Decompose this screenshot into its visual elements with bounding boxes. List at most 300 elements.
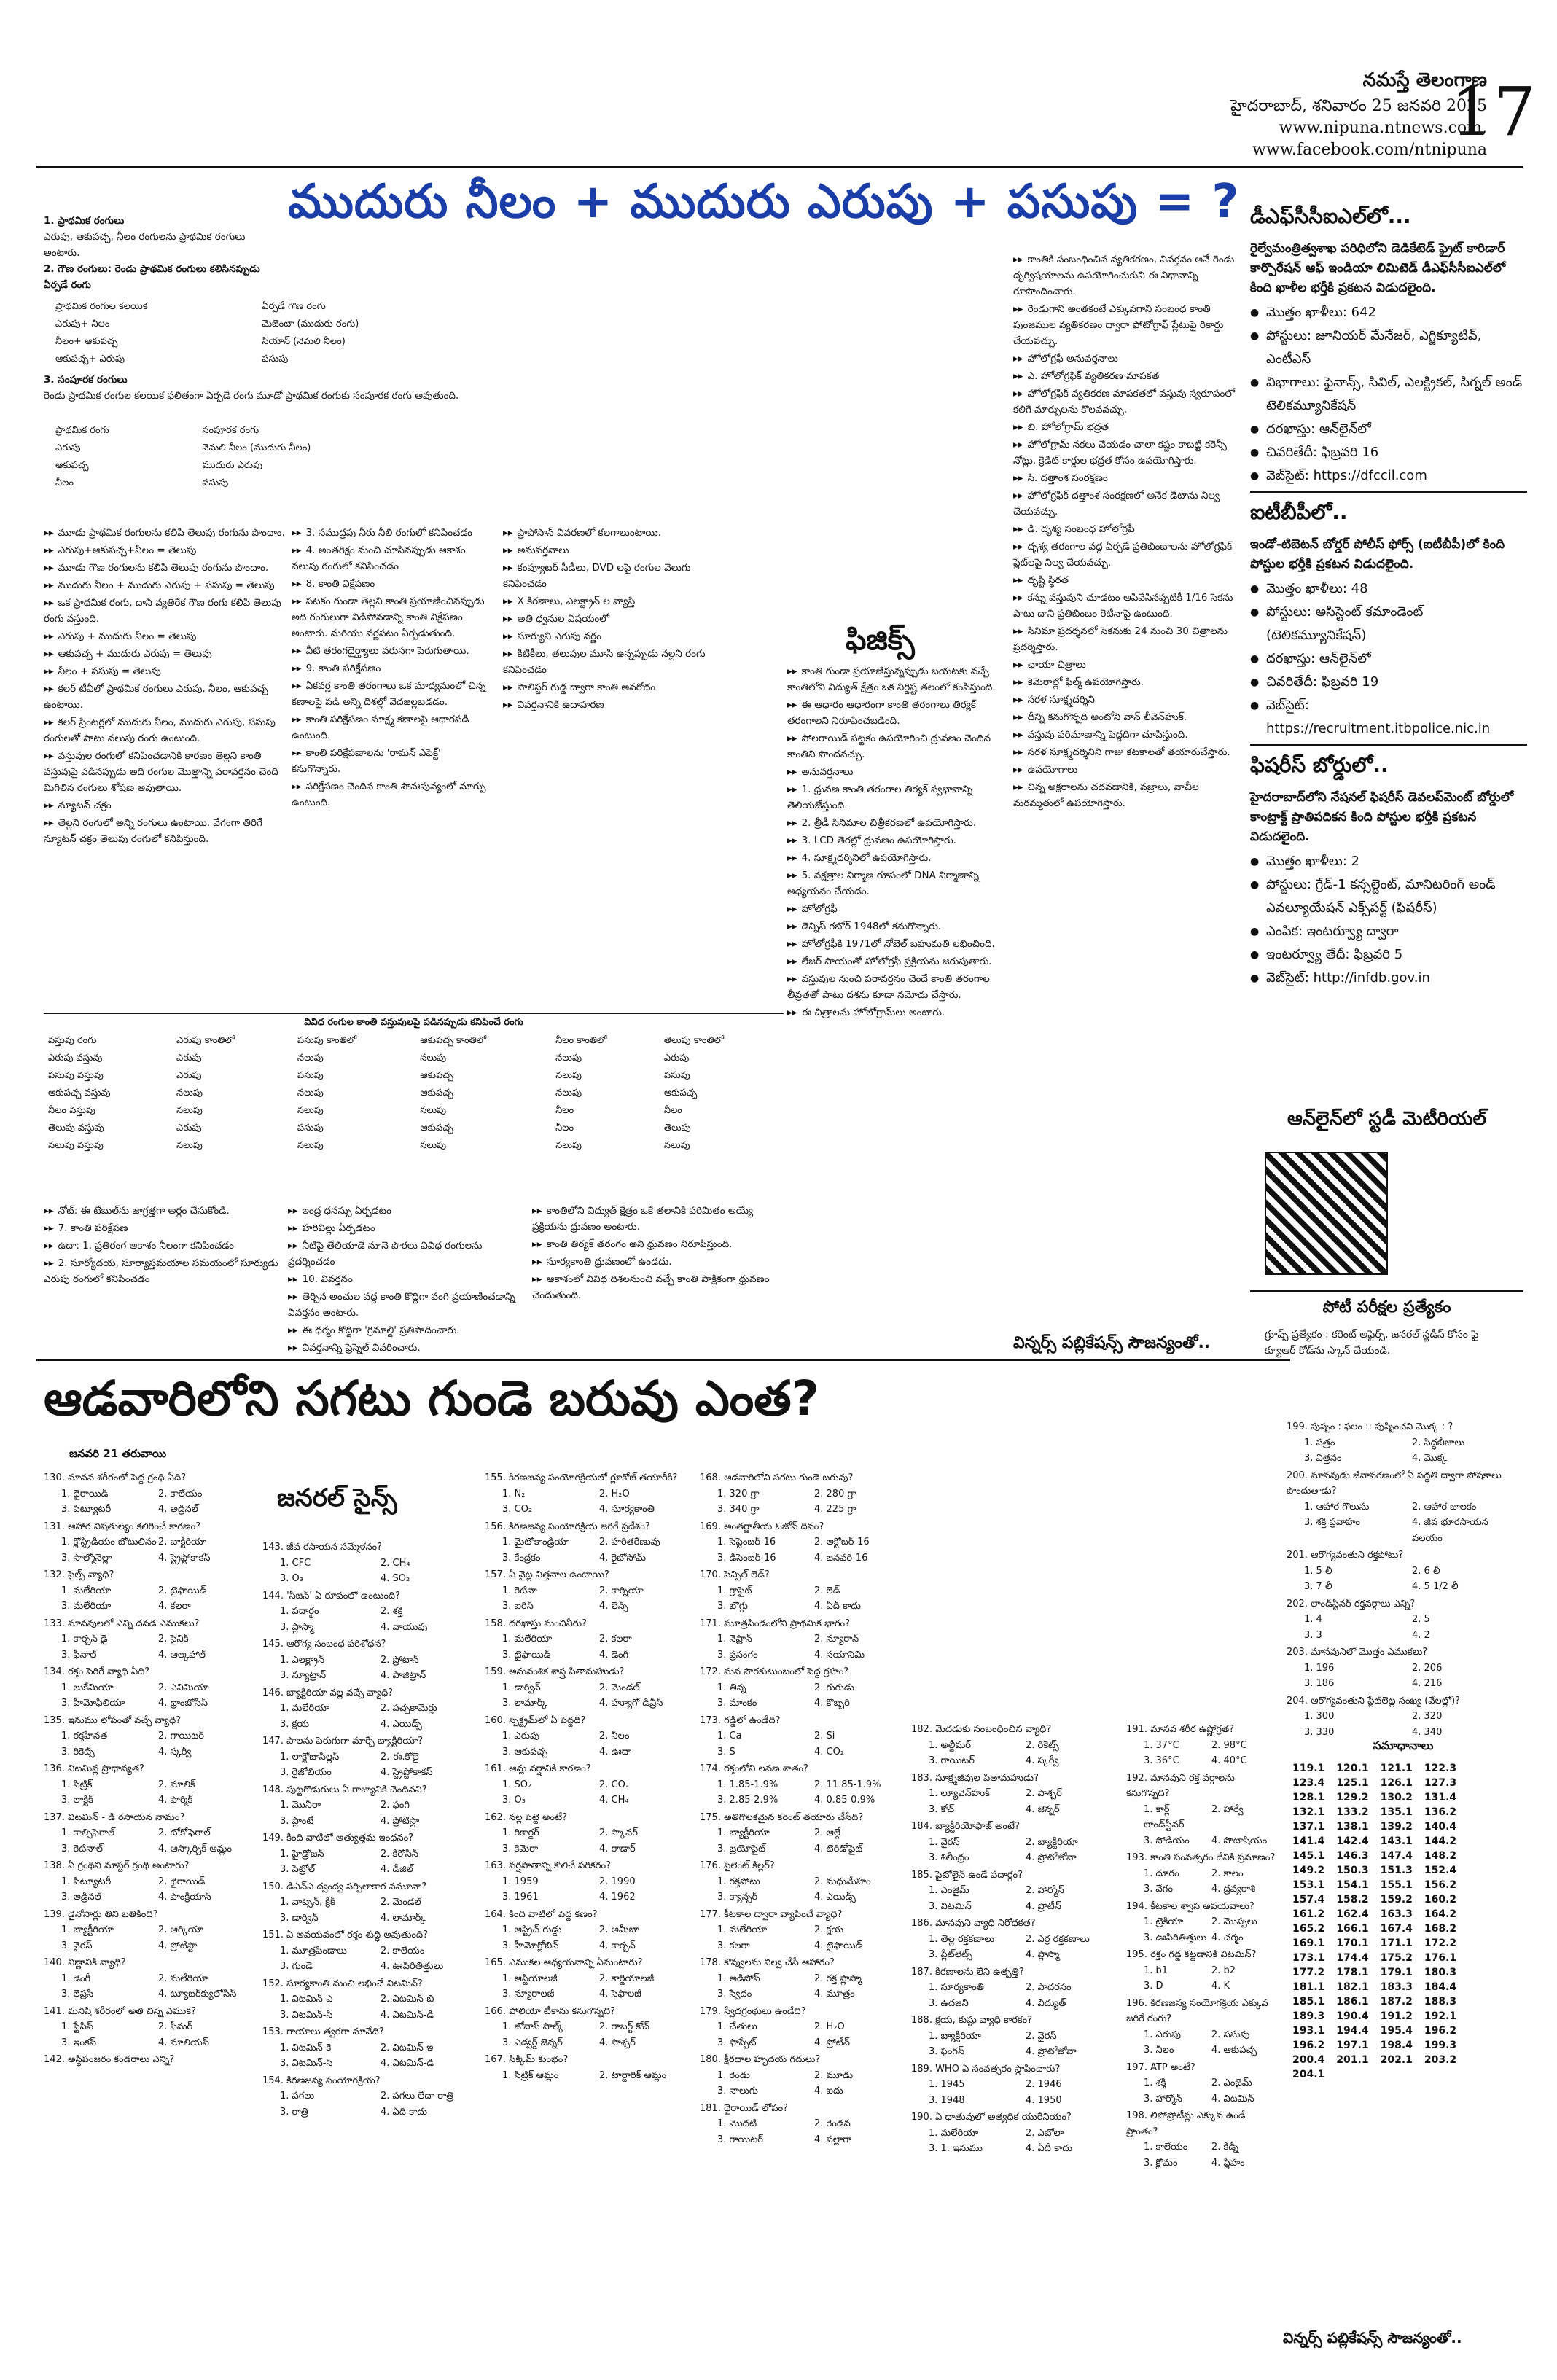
options — [262, 1895, 481, 1926]
option: 1. సిట్రిక్ ఆమ్లం — [502, 2069, 559, 2081]
option: 3. D — [1144, 1981, 1163, 1991]
list-item — [1013, 386, 1239, 418]
list-item-text: వస్తువుల నుంచి పరావర్తనం చెందే కాంతి తరంగాల తీవ్రతతో పాటు దశను కూడా నమోదు చేస్తారు. — [787, 973, 990, 1001]
answer-cell: 199.3 — [1424, 2040, 1457, 2051]
option: 3. రికెట్స్ — [61, 1746, 95, 1757]
bullet-icon: ▸▸ — [532, 1238, 542, 1250]
bullets-column-d — [44, 1203, 284, 1289]
option: 4. ఫార్మిక్ — [158, 1795, 193, 1806]
answer-cell: 178.1 — [1336, 1967, 1369, 1978]
option: 1. సెప్టెంబర్-16 — [717, 1537, 776, 1548]
list-item — [292, 542, 492, 574]
option: 4. K — [1211, 1981, 1230, 1991]
option: 1. 300 — [1304, 1711, 1335, 1722]
option: 1. బ్యాక్టీరియా — [61, 1924, 114, 1935]
answer-cell: 133.2 — [1336, 1806, 1369, 1818]
answer-cell: 204.1 — [1292, 2069, 1325, 2080]
option: 1. N₂ — [502, 1488, 526, 1499]
option: 4. జీవ భూరసాయన వలయం — [1412, 1517, 1488, 1544]
option: 4. ప్రోటోజోవా — [1026, 1852, 1077, 1863]
bullet-icon: ▸▸ — [292, 545, 302, 556]
question: 177. కీటకాల ద్వారా వ్యాపించే వ్యాధి? — [700, 1908, 843, 1920]
option: 2. మొప్పలు — [1211, 1916, 1257, 1927]
answer-row — [1287, 2067, 1462, 2082]
list-item — [44, 560, 292, 576]
answer-cell: 129.2 — [1336, 1792, 1369, 1803]
answer-row — [1287, 1892, 1462, 1907]
option: 1. గ్రాఫైట్ — [717, 1585, 752, 1596]
color-cell: నలుపు — [420, 1140, 447, 1151]
color-cell: నీలం — [663, 1105, 682, 1116]
option: 4. ప్రోటోజోవా — [1026, 2046, 1077, 2057]
option: 3. ప్లాస్మా — [280, 1621, 314, 1633]
color-cell: తెలుపు — [663, 1123, 691, 1134]
options — [1126, 1802, 1279, 1849]
option: 1. మూత్రపిండాలు — [280, 1945, 347, 1956]
option: 4. CO₂ — [814, 1746, 845, 1757]
option: 3. 1961 — [502, 1892, 539, 1903]
options — [700, 1486, 911, 1518]
option: 2. ఎబోలా — [1026, 2127, 1064, 2139]
bullet-icon: ▸▸ — [1013, 764, 1023, 776]
question: 147. పాలను పెరుగుగా మార్చే బ్యాక్టీరియా? — [262, 1736, 424, 1747]
secondary-header-row — [51, 299, 474, 316]
option: 4. పాశ్చర్ — [599, 2037, 636, 2048]
color-row — [44, 1068, 784, 1085]
option: 2. కిరోసిన్ — [381, 1848, 419, 1860]
list-item — [44, 797, 292, 814]
list-item — [44, 595, 292, 627]
list-item — [292, 660, 492, 676]
bullet-icon: ▸▸ — [292, 527, 302, 539]
list-item-text: కంప్యూటర్ సీడీలు, DVD లపై రంగుల వెలుగు కనిపించడం — [503, 562, 691, 590]
color-cell: నీలం — [555, 1123, 574, 1134]
job-item: ● చివరితేదీ: ఫిబ్రవరి 16 — [1266, 441, 1527, 464]
bullet-icon: ▸▸ — [288, 1324, 298, 1336]
option: 4. ఆల్కహాల్ — [158, 1649, 206, 1661]
job-item: ● మొత్తం ఖాళీలు: 642 — [1266, 301, 1527, 324]
options — [44, 1680, 255, 1712]
option: 3. నాలుగు — [717, 2086, 758, 2096]
question: 193. కాంతి సంవత్సరం దేనికి ప్రమాణం? — [1126, 1852, 1276, 1863]
options — [700, 1583, 911, 1615]
web-link[interactable]: www.nipuna.ntnews.com, — [1279, 119, 1487, 137]
options — [485, 1583, 696, 1615]
answer-cell: 138.1 — [1336, 1821, 1369, 1833]
option: 4. విటమిన్-డి — [381, 2058, 434, 2069]
question: 157. ఏ వైట్ల విత్తనాల ఉంటాయి? — [485, 1569, 609, 1580]
answer-row — [1287, 1790, 1462, 1805]
question: 135. ఇనుము లోపంతో వచ్చే వ్యాధి? — [44, 1714, 182, 1726]
answer-row — [1287, 2009, 1462, 2024]
option: 2. వైరస్ — [1026, 2030, 1057, 2042]
option: 1. రక్తహీనత — [61, 1731, 108, 1741]
options — [1287, 1709, 1520, 1740]
study-material-title: ఆన్‌లైన్‌లో స్టడీ మెటీరియల్ — [1287, 1108, 1486, 1130]
question: 182. మెదడుకు సంబంధించిన వ్యాధి? — [911, 1724, 1052, 1735]
option: 1. మలేరియా — [280, 1703, 330, 1714]
color-cell: నలుపు — [176, 1088, 203, 1099]
option: 1. జోనాస్ సాల్క్ — [502, 2021, 564, 2032]
list-item-text: ఈ ధర్మం కొద్దిగా 'గ్రిమాల్డి' ప్రతిపాదించారు. — [302, 1324, 460, 1336]
option: 1. చేతులు — [717, 2021, 757, 2032]
complement-cell: ఆకుపచ్చ — [55, 460, 89, 471]
option: 2. ఎర్ర రక్తకణాలు — [1026, 1933, 1090, 1945]
option: 2. హరితరేణువు — [599, 1537, 660, 1548]
option: 1. మలేరియా — [61, 1585, 112, 1596]
list-item — [787, 918, 1013, 935]
answer-cell: 153.1 — [1292, 1879, 1325, 1891]
job-item: ● పోస్టులు: గ్రేడ్-1 కన్సల్టెంట్, మానిటరింగ్ అండ్ ఎవల్యూయేషన్ ఎక్స్‌పర్ట్ (ఫిషరీస్) — [1266, 873, 1527, 920]
option: 1. Ca — [717, 1731, 742, 1741]
option: 4. 40°C — [1211, 1755, 1247, 1766]
color-cell: ఎరుపు వస్తువు — [48, 1053, 103, 1064]
answer-cell: 193.1 — [1292, 2025, 1325, 2037]
bullet-icon: ▸▸ — [503, 562, 513, 574]
options — [44, 1534, 255, 1566]
list-item — [532, 1203, 780, 1235]
options — [1126, 1738, 1279, 1769]
option: 3. ఆకుపచ్చ — [502, 1746, 548, 1757]
question: 133. మానవులలో ఎన్ని దవడ ఎముకలు? — [44, 1618, 200, 1629]
list-item — [1013, 623, 1239, 655]
option: 3. సోడియం — [1144, 1835, 1190, 1846]
option: 2. సైనిక్ — [158, 1634, 189, 1644]
col1-para-4: రెండు ప్రాథమిక రంగుల కలయిక ఫలితంగా ఏర్పడే రంగు మూడో ప్రాథమిక రంగుకు సంపూరక రంగు అవుతుంది. — [44, 390, 459, 402]
bullet-icon: ▸▸ — [44, 817, 54, 829]
list-item-text: 3. LCD తెరల్లో ధ్రువణం ఉపయోగిస్తారు. — [801, 835, 956, 846]
option: 2. థైరాయిడ్ — [158, 1876, 206, 1887]
option: 4. హ్యూగో డివ్రీస్ — [599, 1698, 663, 1709]
option: 4. ప్లాస్మా — [1026, 1949, 1060, 1960]
list-item-text: మూడు ప్రాథమిక రంగులను కలిపి తెలుపు రంగును పొందాం. — [58, 527, 285, 539]
list-item-text: కన్ను వస్తువుని చూడటం ఆపివేసినప్పటికీ 1/16 సెకను పాటు దాని ప్రతిబింబం రెటీనాపై ఉంటుంది. — [1013, 592, 1233, 620]
question: 174. రక్తంలోని లవణ శాతం? — [700, 1763, 808, 1774]
option: 3. కేంద్రకం — [502, 1552, 541, 1564]
list-item-text: X కిరణాలు, ఎలక్ట్రాన్ ల వ్యాప్తి — [517, 596, 636, 607]
color-cell: నలుపు — [297, 1088, 324, 1099]
option: 3. రైజోబియం — [280, 1767, 332, 1778]
question: 200. మానవుడు జీవావరణంలో ఏ పద్ధతి ద్వారా పోషకాలు పొందుతాడు? — [1287, 1470, 1502, 1497]
answer-cell: 137.1 — [1292, 1821, 1325, 1833]
option: 3. ప్లేట్‌లెట్స్ — [929, 1949, 972, 1960]
list-item-text: ఈ చిత్రాలను హోలోగ్రామ్‌లు అంటారు. — [801, 1007, 945, 1018]
list-item — [44, 681, 292, 713]
bullet-icon: ▸▸ — [44, 648, 54, 660]
answer-cell: 174.4 — [1336, 1952, 1369, 1964]
option: 3. ఊపిరితిత్తులు — [1144, 1932, 1207, 1943]
option: 3. డిసెంబర్-16 — [717, 1552, 776, 1564]
bullet-icon: ▸▸ — [44, 1257, 54, 1269]
list-item-text: న్యూటన్ చక్రం — [58, 800, 112, 811]
option: 1. సిట్రిక్ — [61, 1779, 93, 1790]
list-item — [787, 764, 1013, 780]
option: 1. తిన్న — [717, 1682, 746, 1693]
option: 3. ఫంగస్ — [929, 2046, 965, 2057]
option: 1. విటమిన్-కె — [280, 2042, 332, 2053]
col1-para-1: ఎరుపు, ఆకుపచ్చ, నీలం రంగులను ప్రాథమిక రంగులు అంటారు. — [44, 231, 246, 259]
question: 142. అస్థిపంజరం కండరాలు ఎన్ని? — [44, 2054, 175, 2065]
option: 2. 1946 — [1026, 2079, 1062, 2090]
list-item-text: 3. సముద్రపు నీరు నీలి రంగులో కనిపించడం — [305, 527, 473, 539]
list-item — [1013, 657, 1239, 673]
color-row — [44, 1050, 784, 1068]
option: 1. మొదటి — [717, 2118, 757, 2129]
option: 4. ఏదీ కాదు — [1026, 2143, 1073, 2154]
list-item — [1013, 539, 1239, 571]
options — [1126, 1914, 1279, 1946]
answer-cell: 121.1 — [1380, 1763, 1413, 1774]
color-cell: నలుపు — [420, 1053, 447, 1064]
list-item — [787, 1004, 1013, 1021]
answer-cell: 147.4 — [1380, 1850, 1413, 1862]
option: 4. స్కర్వీ — [158, 1746, 192, 1757]
option: 3. రాత్రి — [280, 2106, 308, 2118]
question: 201. ఆరోగ్యవంతుని రక్తపోటు? — [1287, 1550, 1404, 1561]
question: 160. స్పెక్ట్రమ్‌లో ఏ పెద్దది? — [485, 1714, 586, 1726]
answer-cell: 148.2 — [1424, 1850, 1457, 1862]
options — [262, 1604, 481, 1635]
option: 4. పాంక్రియాస్ — [158, 1892, 211, 1903]
option: 1. మైటోకాండ్రియా — [502, 1537, 570, 1548]
answer-row — [1287, 1921, 1462, 1936]
options — [700, 1680, 911, 1712]
bullet-icon: ▸▸ — [1013, 541, 1023, 553]
color-cell: నలుపు — [297, 1105, 324, 1116]
job-title: డీఎఫ్‌సీసీఐఎల్‌లో... — [1250, 204, 1411, 228]
options — [44, 1486, 255, 1518]
option: 4. కలరా — [158, 1601, 191, 1612]
options — [44, 1777, 255, 1809]
option: 3. హీమోఫిలియా — [61, 1698, 125, 1709]
answer-cell: 198.4 — [1380, 2040, 1413, 2051]
bullet-icon: ▸▸ — [44, 631, 54, 642]
answer-cell: 149.2 — [1292, 1865, 1325, 1876]
option: 3. విటమిన్-సి — [280, 2009, 333, 2021]
list-item — [44, 628, 292, 644]
option: 3. క్లోమం — [1144, 2157, 1178, 2169]
secondary-row — [51, 351, 474, 369]
option: 4. ఎయిడ్స్ — [381, 1718, 422, 1730]
list-item — [1013, 419, 1239, 435]
bullet-icon: ▸▸ — [1013, 625, 1023, 637]
question: 132. పైల్స్ వ్యాధి? — [44, 1569, 114, 1580]
option: 4. పొటాషియం — [1211, 1835, 1268, 1846]
bullet-icon: ▸▸ — [787, 938, 797, 950]
color-row — [44, 1138, 784, 1155]
job-item: ● పోస్టులు: అసిస్టెంట్ కమాండెంట్ (టెలికమ్యూనికేషన్) — [1266, 601, 1527, 647]
option: 1. కార్ల్ లాండ్‌స్టీనర్ — [1144, 1803, 1185, 1830]
option: 1. పత్రం — [1304, 1437, 1335, 1448]
options — [911, 1738, 1123, 1769]
option: 4. థ్రాంబోసిస్ — [158, 1698, 208, 1709]
option: 1. ఆహార గొలుసు — [1304, 1501, 1370, 1513]
secondary-cell: మెజెంటా (ముదురు రంగు) — [262, 319, 359, 329]
option: 3. S — [717, 1746, 735, 1757]
answer-cell: 172.2 — [1424, 1938, 1457, 1949]
list-item — [787, 663, 1013, 695]
answer-cell: 163.3 — [1380, 1908, 1413, 1920]
bullet-icon: ▸▸ — [1013, 574, 1023, 586]
bullet-icon: ▸▸ — [292, 596, 302, 607]
color-cell: ఆకుపచ్చ — [420, 1070, 453, 1081]
question: 203. మానవునిలో మొత్తం ఎముకలు? — [1287, 1647, 1428, 1658]
list-item-text: ఆకాశంలో వివిధ దిశలనుంచి వచ్చే కాంతి పాక్షికంగా ధ్రువణం చెందుతుంది. — [532, 1273, 770, 1301]
options — [44, 1971, 255, 2002]
question: 168. ఆడవారిలోని సగటు గుండె బరువు? — [700, 1472, 854, 1483]
list-item-text: సినిమా ప్రదర్శనలో సెకనుకు 24 నుంచి 30 చిత్రాలను ప్రదర్శిస్తారు. — [1013, 625, 1228, 653]
option: 3. O₃ — [502, 1795, 526, 1806]
answer-cell: 166.1 — [1336, 1923, 1369, 1935]
answer-cell: 171.1 — [1380, 1938, 1413, 1949]
list-item-text: 7. కాంతి పరిక్షేపణ — [58, 1222, 128, 1234]
option: 4. స్ట్రెప్టోకాకస్ — [381, 1767, 433, 1778]
list-item-text: ఉదా: 1. ప్రతిరంగ ఆకాశం నీలంగా కనిపించడం — [58, 1240, 234, 1252]
list-item — [44, 646, 292, 662]
list-item — [532, 1271, 780, 1303]
secondary-cell: పసుపు — [262, 354, 289, 364]
question: 151. ఏ అవయవంలో రక్తం శుద్ధి అవుతుంది? — [262, 1930, 428, 1940]
color-header-row — [44, 1033, 784, 1050]
question: 180. క్షీరదాల హృదయ గదులు? — [700, 2054, 821, 2065]
answer-row — [1287, 1761, 1462, 1776]
answer-cell: 144.2 — [1424, 1835, 1457, 1847]
option: 3. కెమెరా — [502, 1843, 539, 1854]
bullet-icon: ▸▸ — [787, 1007, 797, 1018]
color-cell: పసుపు — [297, 1070, 324, 1081]
option: 2. రెండవ — [814, 2118, 851, 2129]
option: 2. 5 — [1412, 1614, 1430, 1625]
color-header-cell: పసుపు కాంతిలో — [297, 1035, 357, 1046]
list-item-text: హోలోగ్రఫీకి 1971లో నోబెల్ బహుమతి లభించింది. — [801, 938, 995, 950]
answer-cell — [1419, 2067, 1462, 2082]
option: 3. 330 — [1304, 1726, 1335, 1738]
bullet-icon: ▸▸ — [288, 1222, 298, 1234]
bullet-icon: ▸▸ — [503, 631, 513, 642]
bullet-icon: ▸▸ — [503, 648, 513, 660]
list-item — [44, 1238, 284, 1254]
list-item — [503, 525, 714, 541]
bullet-icon: ▸▸ — [787, 870, 797, 881]
bullet-icon: ▸▸ — [532, 1205, 542, 1217]
bullet-icon: ▸▸ — [787, 766, 797, 778]
list-item-text: కెమెరాల్లో ఫిల్మ్ ఉపయోగిస్తారు. — [1027, 676, 1144, 688]
list-item-text: సూర్యకాంతి ధ్రువణంలో ఉండదు. — [546, 1256, 672, 1268]
option: 4. SO₂ — [381, 1573, 410, 1584]
bullet-icon: ▸▸ — [44, 666, 54, 677]
bullet-icon: ▸▸ — [1013, 781, 1023, 793]
option: 2. సిద్ధబీజాలు — [1412, 1437, 1465, 1448]
options — [485, 1874, 696, 1905]
list-item — [503, 646, 714, 678]
option: 1. మలేరియా — [929, 2127, 979, 2139]
option: 3. పిట్యూటరీ — [61, 1504, 112, 1515]
answer-cell: 188.3 — [1424, 1996, 1457, 2008]
answers-table — [1287, 1761, 1462, 2082]
option: 2. 280 గ్రా — [814, 1488, 856, 1499]
question: 152. సూర్యకాంతి నుంచి లభించే విటమిన్? — [262, 1978, 423, 1989]
answer-cell: 192.1 — [1424, 2010, 1457, 2022]
option: 2. బ్యాక్టీరియా — [1026, 1836, 1078, 1848]
list-item-text: ఏకవర్ణ కాంతి తరంగాలు ఒక మాధ్యమంలో చిన్న కణాలపై పడి అన్ని దిశల్లో వెదజల్లబడడం. — [292, 680, 486, 708]
answer-cell: 173.1 — [1292, 1952, 1325, 1964]
options — [262, 1798, 481, 1829]
options — [700, 1534, 911, 1566]
option: 3. అడ్రినల్ — [61, 1892, 101, 1903]
option: 3. ఎడ్వర్డ్ జెన్నర్ — [502, 2037, 563, 2048]
list-item — [503, 697, 714, 713]
options — [1287, 1499, 1520, 1547]
question: 204. ఆరోగ్యవంతుని ప్లేట్‌లెట్ల సంఖ్య (వేలల్లో)? — [1287, 1695, 1461, 1706]
option: 4. మొక్క — [1412, 1453, 1447, 1464]
question: 156. కిరణజన్య సంయోగక్రియ జరిగే ప్రదేశం? — [485, 1521, 650, 1532]
options — [262, 1749, 481, 1781]
option: 2. 6 లీ — [1412, 1565, 1440, 1577]
option: 1. దూరం — [1144, 1868, 1179, 1879]
list-item — [44, 815, 292, 847]
bullet-icon: ▸▸ — [787, 699, 797, 711]
answers-block — [1287, 1739, 1520, 2082]
questions-col-1 — [44, 1469, 255, 2068]
qr-code[interactable] — [1265, 1152, 1388, 1275]
answer-cell: 187.2 — [1380, 1996, 1413, 2008]
list-item — [787, 850, 1013, 866]
option: 2. 1990 — [599, 1876, 636, 1887]
option: 1. కాల్సిఫెరాల్ — [61, 1827, 115, 1838]
option: 2. CO₂ — [599, 1779, 630, 1790]
job-intro: రైల్వేమంత్రిత్వశాఖ పరిధిలోని డెడికేటెడ్ ఫ్రైట్ కారిడార్ కార్పొరేషన్ ఆఫ్ ఇండియా లిమిటెడ్ డీఎఫ్‌సీసీఐఎల్‌లో కింది ఖాళీల భర్తీకి ప్రకటన విడుదలైంది. — [1250, 241, 1506, 295]
option: 2. రికెట్స్ — [1026, 1739, 1059, 1751]
list-item — [503, 593, 714, 609]
option: 1. మలేరియా — [717, 1924, 768, 1935]
option: 4. డెంగీ — [599, 1649, 629, 1661]
list-item-text: ఎరుపు + ముదురు నీలం = తెలుపు — [58, 631, 197, 642]
list-item-text: 10. వివర్తనం — [302, 1273, 353, 1285]
option: 3. CO₂ — [502, 1504, 533, 1515]
color-cell: నలుపు — [297, 1053, 324, 1064]
bullet-icon: ▸▸ — [1013, 421, 1023, 433]
job-list — [1250, 577, 1527, 741]
option: 2. మెండల్ — [599, 1682, 640, 1693]
option: 2. పగలు లేదా రాత్రి — [381, 2091, 454, 2102]
list-item-text: చిన్న అక్షరాలను చదవడానికి, వజ్రాలు, వాచీల మరమ్మతులో ఉపయోగిస్తారు. — [1013, 781, 1199, 809]
list-item — [1013, 488, 1239, 520]
answer-cell: 183.3 — [1380, 1981, 1413, 1993]
option: 2. కాలం — [1211, 1868, 1244, 1879]
answer-cell: 165.2 — [1292, 1923, 1325, 1935]
list-item-text: లేజర్ సాయంతో హోలోగ్రఫీ ప్రక్రియను జరుపుతారు. — [801, 956, 992, 967]
facebook-link[interactable]: www.facebook.com/ntnipuna — [1252, 141, 1487, 159]
answer-cell: 185.1 — [1292, 1996, 1325, 2008]
question: 165. ఎముకల ఆధ్యయనాన్ని ఏమంటారు? — [485, 1957, 643, 1968]
list-item — [787, 815, 1013, 831]
secondary-header-cell: ఏర్పడే గౌణ రంగు — [262, 301, 326, 312]
option: 3. 1948 — [929, 2094, 965, 2106]
question: 171. మూత్రపిండంలోని ప్రాథమిక భాగం? — [700, 1618, 851, 1629]
option: 4. ఊపిరితిత్తులు — [381, 1961, 444, 1972]
list-item-text: ముదురు నీలం + ముదురు ఎరుపు + పసుపు = తెలుపు — [58, 580, 275, 591]
option: 4. ట్యూబర్‌క్యులోసిస్ — [158, 1989, 237, 1999]
option: 1. ఎలక్ట్రాన్ — [280, 1654, 325, 1666]
option: 1. రికార్డర్ — [502, 1827, 539, 1838]
bullet-icon: ▸▸ — [787, 733, 797, 744]
answer-row — [1287, 1863, 1462, 1878]
answer-cell: 195.4 — [1380, 2025, 1413, 2037]
list-item — [44, 1220, 284, 1236]
list-item-text: ఒక ప్రాథమిక రంగు, దాని వ్యతిరేక గౌణ రంగు కలిపి తెలుపు రంగు వస్తుంది. — [44, 597, 281, 625]
option: 1. స్టేపిస్ — [61, 2021, 94, 2032]
list-item-text: నీటిపై తేలియాడే నూనె పొరలు వివిధ రంగులను ప్రదర్శించడం — [288, 1240, 483, 1268]
